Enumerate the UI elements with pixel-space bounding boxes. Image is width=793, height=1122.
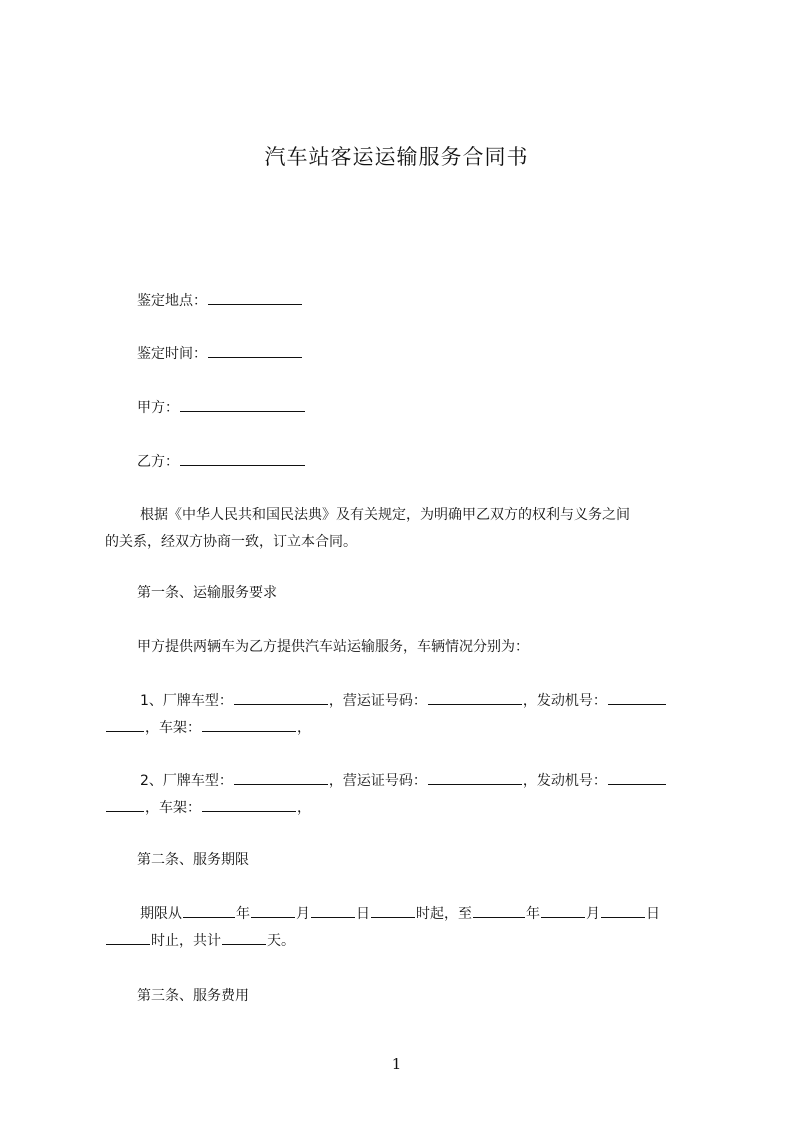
- vehicle-1-end: ，: [297, 720, 311, 736]
- term-month-2: 月: [586, 906, 600, 922]
- vehicle-1-model-label: 厂牌车型：: [162, 693, 233, 709]
- vehicle-2-frame-blank[interactable]: [202, 797, 296, 812]
- field-party-b: [105, 450, 737, 474]
- vehicle-2-engine-label: ，发动机号：: [522, 773, 607, 789]
- vehicle-2-line-1: [105, 769, 740, 793]
- total-days-blank[interactable]: [222, 930, 266, 945]
- vehicle-1-frame-blank[interactable]: [202, 717, 296, 732]
- party-a-label: 甲方：: [137, 400, 179, 416]
- vehicle-1-permit-blank[interactable]: [428, 690, 522, 705]
- party-b-label: 乙方：: [137, 454, 179, 470]
- end-hour-blank[interactable]: [106, 930, 150, 945]
- vehicle-2-permit-blank[interactable]: [428, 770, 522, 785]
- start-day-blank[interactable]: [311, 903, 355, 918]
- term-day-2: 日: [646, 906, 660, 922]
- preamble-line-1: 根据《中华人民共和国民法典》及有关规定，为明确甲乙双方的权利与义务之间: [140, 507, 630, 523]
- vehicle-2-model-label: 厂牌车型：: [162, 773, 233, 789]
- vehicle-2-end: ，: [297, 800, 311, 816]
- article3-heading: 第三条、服务费用: [137, 988, 249, 1004]
- start-hour-blank[interactable]: [371, 903, 415, 918]
- article2-heading: 第二条、服务期限: [137, 852, 249, 868]
- field-location: [105, 289, 737, 313]
- field-time: [105, 342, 737, 366]
- article1-heading: 第一条、运输服务要求: [137, 585, 277, 601]
- start-month-blank[interactable]: [251, 903, 295, 918]
- vehicle-1-line-1: [105, 689, 740, 713]
- time-label: 鉴定时间：: [137, 346, 207, 362]
- vehicle-2-num: 2、: [140, 773, 163, 789]
- term-start: 时起，至: [416, 906, 472, 922]
- term-month: 月: [296, 906, 310, 922]
- location-label: 鉴定地点：: [137, 293, 207, 309]
- vehicle-2-model-blank[interactable]: [234, 770, 328, 785]
- end-month-blank[interactable]: [541, 903, 585, 918]
- location-blank[interactable]: [208, 290, 302, 305]
- party-b-blank[interactable]: [180, 451, 305, 466]
- page-number: 1: [391, 1055, 402, 1073]
- term-days: 天。: [267, 933, 295, 949]
- term-line-2: [105, 929, 705, 953]
- vehicle-1-engine-label: ，发动机号：: [522, 693, 607, 709]
- vehicle-1-num: 1、: [140, 693, 163, 709]
- vehicle-2-permit-label: ，营运证号码：: [328, 773, 427, 789]
- end-day-blank[interactable]: [601, 903, 645, 918]
- party-a-blank[interactable]: [180, 397, 305, 412]
- term-from: 期限从: [140, 906, 182, 922]
- vehicle-1-engine-blank[interactable]: [608, 690, 666, 705]
- vehicle-1-line-2: [105, 716, 705, 740]
- field-party-a: [105, 396, 737, 420]
- term-year-2: 年: [526, 906, 540, 922]
- vehicle-2-engine-blank[interactable]: [608, 770, 666, 785]
- term-year: 年: [236, 906, 250, 922]
- document-title: 汽车站客运运输服务合同书: [264, 145, 529, 169]
- article1-intro: 甲方提供两辆车为乙方提供汽车站运输服务，车辆情况分别为：: [137, 639, 529, 655]
- vehicle-1-permit-label: ，营运证号码：: [328, 693, 427, 709]
- vehicle-2-frame-label: ，车架：: [145, 800, 201, 816]
- vehicle-1-engine-blank-cont[interactable]: [106, 717, 144, 732]
- term-line-1: [105, 902, 740, 926]
- vehicle-2-line-2: [105, 796, 705, 820]
- term-end: 时止，共计: [151, 933, 221, 949]
- vehicle-1-model-blank[interactable]: [234, 690, 328, 705]
- start-year-blank[interactable]: [183, 903, 235, 918]
- preamble-line-2: 的关系，经双方协商一致，订立本合同。: [105, 534, 357, 550]
- term-day: 日: [356, 906, 370, 922]
- end-year-blank[interactable]: [473, 903, 525, 918]
- vehicle-2-engine-blank-cont[interactable]: [106, 797, 144, 812]
- time-blank[interactable]: [208, 343, 302, 358]
- vehicle-1-frame-label: ，车架：: [145, 720, 201, 736]
